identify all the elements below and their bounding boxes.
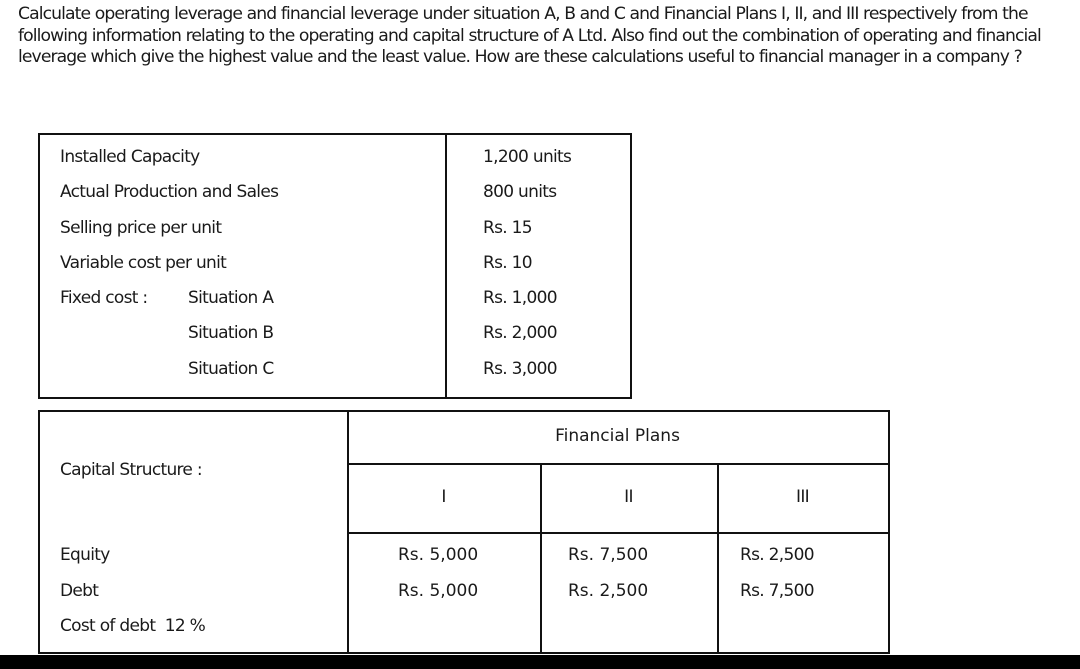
row-label: Equity [60,545,110,565]
plan-header: II [624,487,633,507]
group-header: Financial Plans [555,426,680,446]
cell-value: Rs. 5,000 [398,545,479,565]
capital-structure-table [38,410,890,654]
row-sublabel: Situation B [188,323,274,343]
row-label: Selling price per unit [60,218,222,238]
cell-value: Rs. 7,500 [568,545,649,565]
row-label: Variable cost per unit [60,253,227,273]
row-value: Rs. 1,000 [483,288,557,308]
row-label: Debt [60,581,99,601]
row-value: Rs. 3,000 [483,359,557,379]
column-divider [445,135,447,397]
row-sublabel: Situation A [188,288,274,308]
cell-value: Rs. 2,500 [568,581,649,601]
plan-header: III [796,487,809,507]
row-header: Capital Structure : [60,460,202,480]
row-value: 1,200 units [483,147,572,167]
row-value: Rs. 2,000 [483,323,557,343]
question-text: Calculate operating leverage and financial leverage under situation A, B and C and Financial Plans I, II, and III respectively from the following information relating to the operating and capital structure of A Ltd. Also find out the combination of operating and financial leverage which give the highest value and the least value. How are these calculations useful to financial manager in a company ? [18,4,1041,67]
row-sublabel: Situation C [188,359,274,379]
row-label: Actual Production and Sales [60,182,279,202]
row-divider [347,532,888,534]
cell-value: Rs. 7,500 [740,581,814,601]
row-value: Rs. 15 [483,218,532,238]
row-value: 800 units [483,182,557,202]
plan-header: I [441,487,446,507]
row-value: Rs. 10 [483,253,532,273]
cell-value: Rs. 2,500 [740,545,814,565]
row-label: Installed Capacity [60,147,200,167]
bottom-border-bar [0,655,1080,669]
operating-data-table [38,133,632,399]
row-divider [347,463,888,465]
row-label: Cost of debt 12 % [60,616,206,636]
row-label: Fixed cost : [60,288,148,308]
cell-value: Rs. 5,000 [398,581,479,601]
